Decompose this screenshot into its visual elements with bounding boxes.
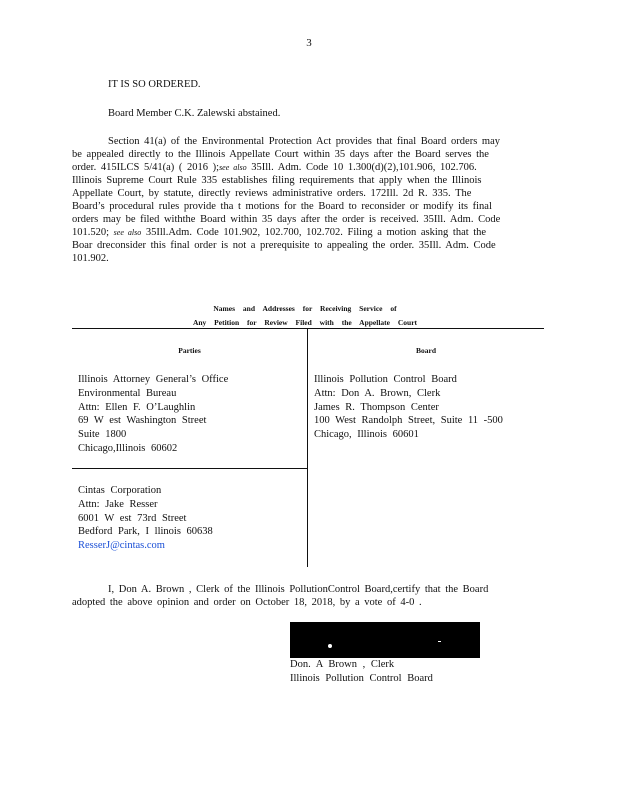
board-address: Illinois Pollution Control Board Attn: Don A. Brown, Clerk James R. Thompson Center 100 West Randolph Street, Suite 11 -500 Chicago, Illinois 60601 xyxy=(314,374,503,441)
certification: I, Don A. Brown , Clerk of the Illinois PollutionControl Board,certify that the Board adopted the above opinion and order on October 18, 2018, by a vote of 4-0 . xyxy=(72,584,489,608)
para-line: orders may be filed withthe Board within 35 days after the order is received. 35Ill. Adm. Code xyxy=(72,214,501,225)
signature-block xyxy=(290,658,433,686)
email-link[interactable]: ResserJ@cintas.com xyxy=(78,540,165,552)
board-header: Board xyxy=(415,346,436,355)
signer-name: Don. A Brown , Clerk xyxy=(290,659,395,670)
para-line: Boar dreconsider this final order is not a prerequisite to appealing the order. 35Ill. Adm. Code xyxy=(72,240,496,251)
table-divider xyxy=(307,329,308,567)
abstained-note: Board Member C.K. Zalewski abstained. xyxy=(108,108,281,119)
table-top-rule xyxy=(72,328,544,329)
so-ordered: IT IS SO ORDERED. xyxy=(108,79,201,90)
para-line: 101.520; see also 35Ill.Adm. Code 101.902, 102.700, 102.702. Filing a motion asking that the xyxy=(72,227,487,238)
party-separator xyxy=(72,468,307,469)
para-line: Illinois Supreme Court Rule 335 establishes filing requirements that apply when the Illinois xyxy=(72,175,482,186)
page-number: 3 xyxy=(306,37,312,49)
appeal-paragraph xyxy=(72,135,542,265)
party-attorney-general: Illinois Attorney General’s Office Environmental Bureau Attn: Ellen F. O’Laughlin 69 W est Washington Street Suite 1800 Chicago,Illinois 60602 xyxy=(78,374,229,454)
service-table-title: Names and Addresses for Receiving Service of Any Petition for Review Filed with the Appellate Court xyxy=(192,304,418,327)
para-line: Appellate Court, by statute, directly reviews administrative orders. 172Ill. 2d R. 335. The xyxy=(72,188,472,199)
para-line: 101.902. xyxy=(72,253,109,264)
para-line: be appealed directly to the Illinois Appellate Court within 35 days after the Board serves the xyxy=(72,149,489,160)
para-line: Section 41(a) of the Environmental Protection Act provides that final Board orders may xyxy=(108,136,500,147)
para-line: order. 415ILCS 5/41(a) ( 2016 );see also 35Ill. Adm. Code 10 1.300(d)(2),101.906, 102.706. xyxy=(72,162,477,173)
parties-header: Parties xyxy=(178,346,201,355)
para-line: Board’s procedural rules provide tha t motions for the Board to reconsider or modify its final xyxy=(72,201,492,212)
signer-org: Illinois Pollution Control Board xyxy=(290,672,433,684)
party-cintas: Cintas Corporation Attn: Jake Resser 6001 W est 73rd Street Bedford Park, I llinois 60638 ResserJ@cintas.com xyxy=(78,485,213,552)
redacted-signature xyxy=(290,622,480,658)
